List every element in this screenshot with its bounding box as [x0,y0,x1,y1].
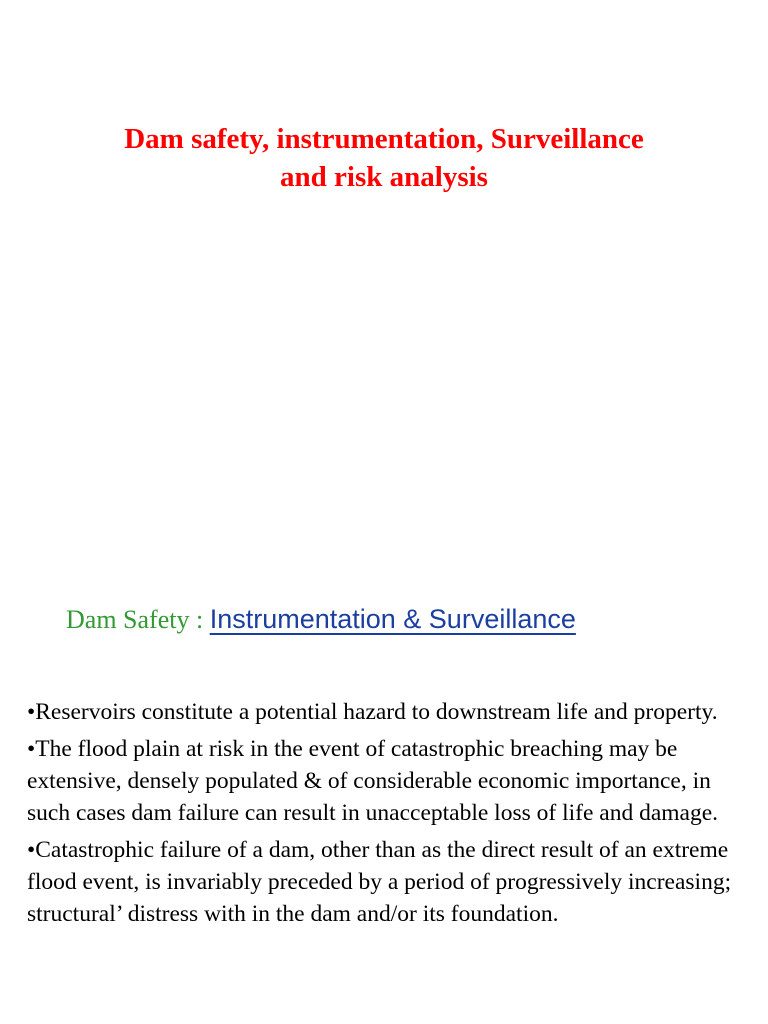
slide-title-line-1: Dam safety, instrumentation, Surveillance [124,123,644,155]
bullet-item: •The flood plain at risk in the event of catastrophic breaching may be extensive, densely populated & of considerable economic importance, in such cases dam failure can result in unacceptable loss of life and damage. [27,736,719,826]
section-heading [66,604,576,635]
slide-title-line-2: and risk analysis [280,161,488,193]
bullet-item: •Reservoirs constitute a potential hazard to downstream life and property. [27,699,718,725]
bullet-item: •Catastrophic failure of a dam, other than as the direct result of an extreme flood event, is invariably preceded by a period of progressively increasing; structural’ distress with in the dam and/or its foundation. [27,837,732,927]
content-slide [0,580,768,1024]
bullet-list [27,696,757,935]
section-heading-prefix: Dam Safety : [66,605,210,634]
slide-title [0,120,768,196]
section-heading-main: Instrumentation & Surveillance [209,604,576,634]
